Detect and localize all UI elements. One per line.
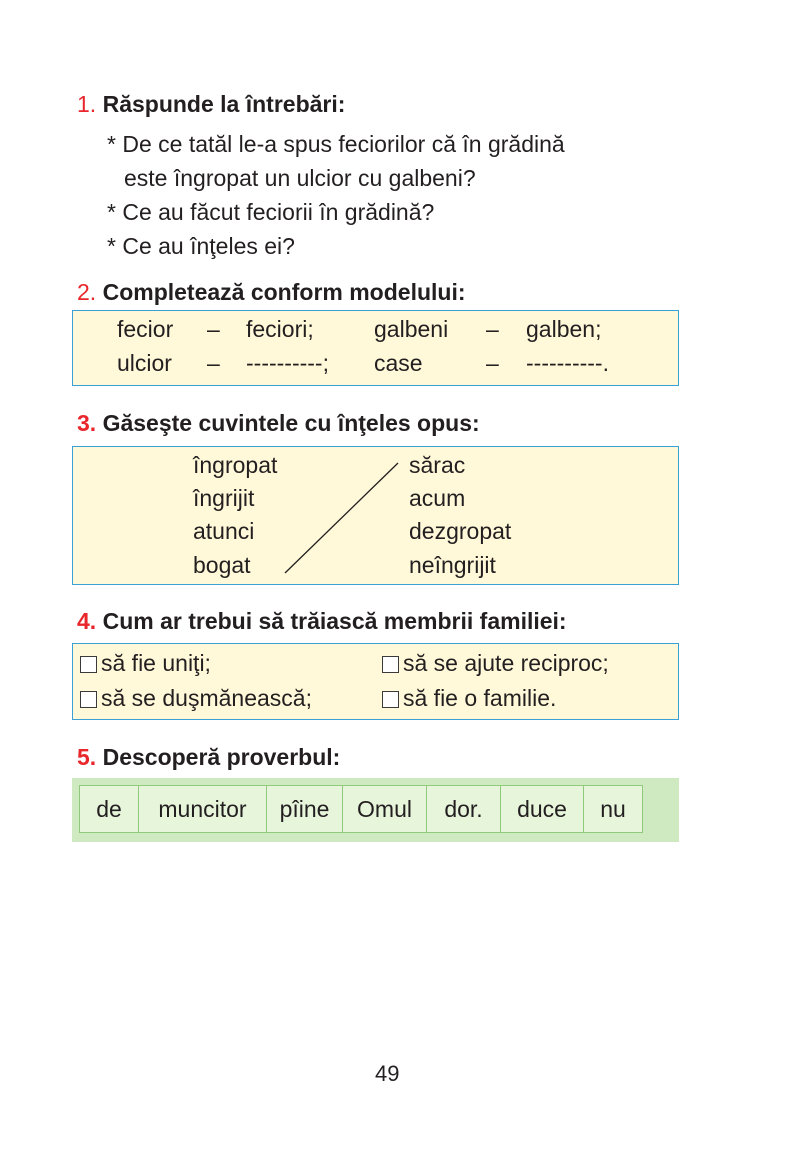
right-word-2: acum xyxy=(409,485,466,511)
exercise-5-title: Descoperă proverbul: xyxy=(102,744,341,770)
proverb-word[interactable]: dor. xyxy=(427,786,501,833)
exercise-4-number: 4. xyxy=(77,608,97,634)
option-1[interactable] xyxy=(80,649,211,677)
row2-dash2: – xyxy=(486,350,499,376)
right-word-4: neîngrijit xyxy=(409,552,496,578)
exercise-5-heading xyxy=(77,743,340,771)
exercise-4-title: Cum ar trebui să trăiască membrii familiei: xyxy=(102,608,567,634)
option-1-label: să fie uniţi; xyxy=(101,650,211,676)
exercise-5-number: 5. xyxy=(77,744,97,770)
exercise-2-number: 2. xyxy=(77,279,97,305)
checkbox-3[interactable] xyxy=(80,691,97,708)
right-word-1: sărac xyxy=(409,452,466,478)
proverb-word[interactable]: muncitor xyxy=(139,786,267,833)
left-word-3: atunci xyxy=(193,518,255,544)
question-3: * Ce au înţeles ei? xyxy=(107,233,295,259)
row1-word2: feciori; xyxy=(246,316,314,342)
row2-word1: ulcior xyxy=(117,350,172,376)
row1-word1: fecior xyxy=(117,316,174,342)
question-2: * Ce au făcut feciorii în grădină? xyxy=(107,199,435,225)
question-1-line-1: * De ce tatăl le-a spus feciorilor că în grădină xyxy=(107,131,565,157)
row1-word3: galbeni xyxy=(374,316,449,342)
row2-dash1: – xyxy=(207,350,220,376)
option-3[interactable] xyxy=(80,684,312,712)
connecting-line xyxy=(280,455,410,580)
left-word-4: bogat xyxy=(193,552,251,578)
proverb-word[interactable]: de xyxy=(80,786,139,833)
proverb-box xyxy=(72,778,679,842)
page-number: 49 xyxy=(375,1061,400,1086)
right-word-3: dezgropat xyxy=(409,518,512,544)
row1-word4: galben; xyxy=(526,316,602,342)
exercise-2-title: Completează conform modelului: xyxy=(102,279,466,305)
checkbox-2[interactable] xyxy=(382,656,399,673)
exercise-1-title: Răspunde la întrebări: xyxy=(102,91,346,117)
proverb-table xyxy=(79,785,643,833)
checkbox-1[interactable] xyxy=(80,656,97,673)
exercise-3-heading xyxy=(77,409,480,437)
option-2[interactable] xyxy=(382,649,609,677)
checkbox-4[interactable] xyxy=(382,691,399,708)
question-1-line-2: este îngropat un ulcior cu galbeni? xyxy=(124,165,476,191)
option-4[interactable] xyxy=(382,684,556,712)
option-2-label: să se ajute reciproc; xyxy=(403,650,609,676)
option-4-label: să fie o familie. xyxy=(403,685,557,711)
exercise-1-number: 1. xyxy=(77,91,97,117)
row2-blank1[interactable]: ----------; xyxy=(246,350,329,376)
left-word-1: îngropat xyxy=(193,452,278,478)
proverb-word[interactable]: nu xyxy=(584,786,643,833)
row2-blank2[interactable]: ----------. xyxy=(526,350,609,376)
exercise-3-title: Găseşte cuvintele cu înţeles opus: xyxy=(102,410,480,436)
exercise-4-heading xyxy=(77,607,567,635)
row1-dash2: – xyxy=(486,316,499,342)
exercise-3-number: 3. xyxy=(77,410,97,436)
option-3-label: să se duşmănească; xyxy=(101,685,312,711)
row2-word3: case xyxy=(374,350,423,376)
exercise-1-heading xyxy=(77,90,345,118)
proverb-word[interactable]: pîine xyxy=(267,786,343,833)
proverb-word[interactable]: duce xyxy=(501,786,584,833)
exercise-2-heading xyxy=(77,278,466,306)
left-word-2: îngrijit xyxy=(193,485,255,511)
proverb-word[interactable]: Omul xyxy=(343,786,427,833)
row1-dash1: – xyxy=(207,316,220,342)
